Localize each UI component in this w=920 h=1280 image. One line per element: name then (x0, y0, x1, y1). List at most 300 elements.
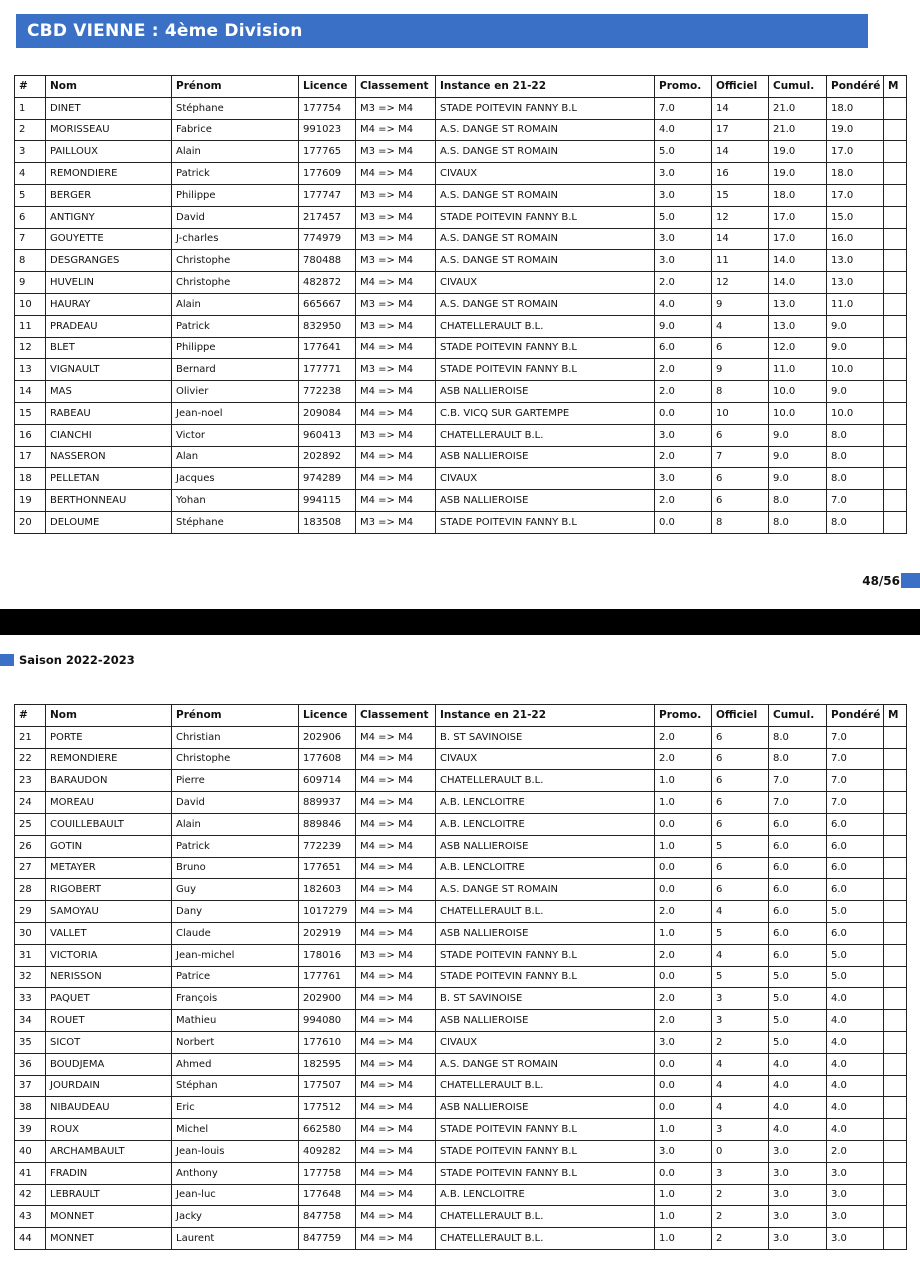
cell-officiel: 16 (712, 163, 769, 185)
cell-licence: 960413 (299, 424, 356, 446)
cell-cumul: 6.0 (769, 879, 827, 901)
cell-m (884, 1228, 907, 1250)
cell-officiel: 6 (712, 468, 769, 490)
cell-nom: MONNET (46, 1206, 172, 1228)
cell-pondere: 5.0 (827, 944, 884, 966)
cell-prenom: Jean-noel (172, 402, 299, 424)
cell-classement: M4 => M4 (356, 1140, 436, 1162)
cell-rank: 12 (15, 337, 46, 359)
cell-instance: ASB NALLIEROISE (436, 446, 655, 468)
cell-nom: PELLETAN (46, 468, 172, 490)
cell-classement: M4 => M4 (356, 446, 436, 468)
cell-prenom: Stéphan (172, 1075, 299, 1097)
cell-nom: ROUX (46, 1119, 172, 1141)
cell-officiel: 6 (712, 424, 769, 446)
cell-promo: 0.0 (655, 966, 712, 988)
cell-classement: M3 => M4 (356, 511, 436, 533)
table-body (15, 726, 907, 1249)
cell-pondere: 4.0 (827, 1119, 884, 1141)
cell-m (884, 748, 907, 770)
cell-prenom: Ahmed (172, 1053, 299, 1075)
cell-promo: 2.0 (655, 944, 712, 966)
cell-nom: MONNET (46, 1228, 172, 1250)
cell-pondere: 17.0 (827, 184, 884, 206)
cell-officiel: 14 (712, 228, 769, 250)
cell-promo: 3.0 (655, 1031, 712, 1053)
cell-rank: 18 (15, 468, 46, 490)
cell-officiel: 3 (712, 988, 769, 1010)
cell-classement: M4 => M4 (356, 857, 436, 879)
cell-officiel: 2 (712, 1206, 769, 1228)
cell-m (884, 359, 907, 381)
cell-promo: 2.0 (655, 988, 712, 1010)
cell-classement: M4 => M4 (356, 119, 436, 141)
cell-promo: 2.0 (655, 901, 712, 923)
cell-m (884, 770, 907, 792)
cell-classement: M4 => M4 (356, 1206, 436, 1228)
cell-nom: CIANCHI (46, 424, 172, 446)
cell-promo: 0.0 (655, 879, 712, 901)
cell-m (884, 402, 907, 424)
cell-prenom: Jean-luc (172, 1184, 299, 1206)
cell-licence: 202906 (299, 726, 356, 748)
cell-pondere: 7.0 (827, 792, 884, 814)
cell-promo: 9.0 (655, 315, 712, 337)
cell-promo: 0.0 (655, 813, 712, 835)
cell-prenom: Alan (172, 446, 299, 468)
column-header-pondere: Pondéré (827, 76, 884, 98)
cell-officiel: 4 (712, 901, 769, 923)
cell-rank: 7 (15, 228, 46, 250)
cell-nom: VIGNAULT (46, 359, 172, 381)
cell-instance: STADE POITEVIN FANNY B.L (436, 1119, 655, 1141)
cell-m (884, 293, 907, 315)
cell-pondere: 4.0 (827, 1010, 884, 1032)
cell-officiel: 6 (712, 490, 769, 512)
cell-licence: 772239 (299, 835, 356, 857)
cell-rank: 44 (15, 1228, 46, 1250)
cell-instance: STADE POITEVIN FANNY B.L (436, 966, 655, 988)
page-title: CBD VIENNE : 4ème Division (16, 14, 868, 48)
cell-cumul: 9.0 (769, 468, 827, 490)
cell-classement: M4 => M4 (356, 272, 436, 294)
cell-classement: M3 => M4 (356, 228, 436, 250)
cell-classement: M4 => M4 (356, 1228, 436, 1250)
cell-m (884, 184, 907, 206)
cell-m (884, 490, 907, 512)
cell-m (884, 1119, 907, 1141)
cell-pondere: 7.0 (827, 490, 884, 512)
cell-m (884, 97, 907, 119)
table-row (15, 1097, 907, 1119)
cell-pondere: 8.0 (827, 511, 884, 533)
cell-prenom: David (172, 206, 299, 228)
cell-cumul: 11.0 (769, 359, 827, 381)
cell-cumul: 5.0 (769, 1010, 827, 1032)
cell-cumul: 12.0 (769, 337, 827, 359)
cell-cumul: 8.0 (769, 748, 827, 770)
cell-prenom: Michel (172, 1119, 299, 1141)
cell-nom: LEBRAULT (46, 1184, 172, 1206)
cell-m (884, 315, 907, 337)
cell-classement: M3 => M4 (356, 141, 436, 163)
cell-nom: ROUET (46, 1010, 172, 1032)
cell-promo: 1.0 (655, 1206, 712, 1228)
table-row (15, 1228, 907, 1250)
cell-prenom: Jean-louis (172, 1140, 299, 1162)
cell-licence: 772238 (299, 381, 356, 403)
cell-nom: MAS (46, 381, 172, 403)
cell-pondere: 2.0 (827, 1140, 884, 1162)
cell-promo: 2.0 (655, 1010, 712, 1032)
cell-prenom: Dany (172, 901, 299, 923)
cell-licence: 209084 (299, 402, 356, 424)
cell-licence: 177771 (299, 359, 356, 381)
season-label: Saison 2022-2023 (19, 653, 135, 667)
cell-licence: 482872 (299, 272, 356, 294)
cell-m (884, 163, 907, 185)
table-row (15, 315, 907, 337)
cell-pondere: 4.0 (827, 1097, 884, 1119)
ranking-table-1 (14, 75, 907, 534)
cell-instance: B. ST SAVINOISE (436, 988, 655, 1010)
cell-rank: 23 (15, 770, 46, 792)
cell-prenom: Anthony (172, 1162, 299, 1184)
cell-pondere: 4.0 (827, 1075, 884, 1097)
cell-promo: 2.0 (655, 381, 712, 403)
cell-promo: 2.0 (655, 446, 712, 468)
table-row (15, 381, 907, 403)
cell-rank: 24 (15, 792, 46, 814)
cell-classement: M4 => M4 (356, 748, 436, 770)
cell-pondere: 3.0 (827, 1162, 884, 1184)
cell-instance: CHATELLERAULT B.L. (436, 424, 655, 446)
cell-nom: MOREAU (46, 792, 172, 814)
cell-nom: PAQUET (46, 988, 172, 1010)
cell-prenom: Fabrice (172, 119, 299, 141)
cell-pondere: 3.0 (827, 1206, 884, 1228)
column-header-m: M (884, 705, 907, 727)
cell-licence: 665667 (299, 293, 356, 315)
column-header-classement: Classement (356, 705, 436, 727)
cell-licence: 662580 (299, 1119, 356, 1141)
cell-promo: 2.0 (655, 748, 712, 770)
cell-instance: C.B. VICQ SUR GARTEMPE (436, 402, 655, 424)
cell-classement: M4 => M4 (356, 1010, 436, 1032)
cell-officiel: 11 (712, 250, 769, 272)
column-header-classement: Classement (356, 76, 436, 98)
cell-pondere: 3.0 (827, 1228, 884, 1250)
cell-promo: 3.0 (655, 1140, 712, 1162)
cell-promo: 1.0 (655, 1119, 712, 1141)
cell-rank: 11 (15, 315, 46, 337)
cell-m (884, 726, 907, 748)
cell-pondere: 13.0 (827, 272, 884, 294)
cell-promo: 3.0 (655, 468, 712, 490)
cell-cumul: 9.0 (769, 446, 827, 468)
cell-pondere: 7.0 (827, 748, 884, 770)
table-row (15, 726, 907, 748)
cell-licence: 847758 (299, 1206, 356, 1228)
cell-rank: 4 (15, 163, 46, 185)
cell-licence: 774979 (299, 228, 356, 250)
cell-promo: 0.0 (655, 1097, 712, 1119)
cell-nom: BARAUDON (46, 770, 172, 792)
cell-nom: DELOUME (46, 511, 172, 533)
column-header-nom: Nom (46, 76, 172, 98)
cell-pondere: 7.0 (827, 726, 884, 748)
cell-cumul: 6.0 (769, 901, 827, 923)
cell-promo: 1.0 (655, 1228, 712, 1250)
cell-classement: M3 => M4 (356, 293, 436, 315)
cell-pondere: 4.0 (827, 1031, 884, 1053)
cell-pondere: 6.0 (827, 857, 884, 879)
cell-prenom: Claude (172, 922, 299, 944)
cell-licence: 780488 (299, 250, 356, 272)
column-header-rank: # (15, 76, 46, 98)
cell-prenom: Christophe (172, 250, 299, 272)
cell-promo: 5.0 (655, 206, 712, 228)
cell-prenom: Alain (172, 141, 299, 163)
cell-promo: 3.0 (655, 228, 712, 250)
cell-instance: A.S. DANGE ST ROMAIN (436, 228, 655, 250)
cell-cumul: 21.0 (769, 97, 827, 119)
cell-cumul: 7.0 (769, 792, 827, 814)
cell-m (884, 1053, 907, 1075)
cell-licence: 974289 (299, 468, 356, 490)
cell-instance: A.S. DANGE ST ROMAIN (436, 293, 655, 315)
cell-classement: M4 => M4 (356, 490, 436, 512)
cell-classement: M3 => M4 (356, 315, 436, 337)
page-number-marker (901, 573, 920, 588)
cell-classement: M3 => M4 (356, 359, 436, 381)
column-header-promo: Promo. (655, 705, 712, 727)
cell-rank: 16 (15, 424, 46, 446)
cell-officiel: 0 (712, 1140, 769, 1162)
cell-officiel: 4 (712, 1097, 769, 1119)
cell-cumul: 5.0 (769, 966, 827, 988)
cell-licence: 177610 (299, 1031, 356, 1053)
cell-licence: 182595 (299, 1053, 356, 1075)
table-row (15, 272, 907, 294)
cell-officiel: 6 (712, 726, 769, 748)
cell-officiel: 6 (712, 748, 769, 770)
cell-rank: 5 (15, 184, 46, 206)
cell-licence: 177758 (299, 1162, 356, 1184)
cell-officiel: 8 (712, 511, 769, 533)
table-row (15, 1206, 907, 1228)
cell-m (884, 1206, 907, 1228)
cell-prenom: Laurent (172, 1228, 299, 1250)
cell-instance: A.S. DANGE ST ROMAIN (436, 250, 655, 272)
cell-classement: M3 => M4 (356, 424, 436, 446)
cell-rank: 6 (15, 206, 46, 228)
cell-nom: SAMOYAU (46, 901, 172, 923)
cell-pondere: 6.0 (827, 813, 884, 835)
column-header-rank: # (15, 705, 46, 727)
cell-pondere: 5.0 (827, 966, 884, 988)
cell-licence: 409282 (299, 1140, 356, 1162)
cell-classement: M4 => M4 (356, 163, 436, 185)
cell-prenom: David (172, 792, 299, 814)
cell-pondere: 10.0 (827, 402, 884, 424)
column-header-pondere: Pondéré (827, 705, 884, 727)
cell-nom: NERISSON (46, 966, 172, 988)
cell-licence: 177651 (299, 857, 356, 879)
cell-licence: 217457 (299, 206, 356, 228)
cell-promo: 1.0 (655, 835, 712, 857)
cell-pondere: 13.0 (827, 250, 884, 272)
cell-nom: METAYER (46, 857, 172, 879)
table-row (15, 141, 907, 163)
cell-officiel: 5 (712, 966, 769, 988)
cell-officiel: 6 (712, 770, 769, 792)
cell-instance: STADE POITEVIN FANNY B.L (436, 206, 655, 228)
cell-rank: 9 (15, 272, 46, 294)
cell-rank: 10 (15, 293, 46, 315)
cell-nom: RABEAU (46, 402, 172, 424)
cell-instance: B. ST SAVINOISE (436, 726, 655, 748)
cell-classement: M4 => M4 (356, 966, 436, 988)
cell-promo: 5.0 (655, 141, 712, 163)
cell-classement: M4 => M4 (356, 835, 436, 857)
cell-m (884, 901, 907, 923)
column-header-instance: Instance en 21-22 (436, 705, 655, 727)
cell-instance: ASB NALLIEROISE (436, 490, 655, 512)
cell-classement: M3 => M4 (356, 250, 436, 272)
cell-cumul: 21.0 (769, 119, 827, 141)
cell-m (884, 835, 907, 857)
cell-m (884, 1162, 907, 1184)
cell-nom: PRADEAU (46, 315, 172, 337)
cell-classement: M3 => M4 (356, 206, 436, 228)
cell-instance: ASB NALLIEROISE (436, 835, 655, 857)
cell-officiel: 10 (712, 402, 769, 424)
cell-nom: VALLET (46, 922, 172, 944)
table-row (15, 879, 907, 901)
cell-rank: 17 (15, 446, 46, 468)
table-body (15, 97, 907, 533)
cell-instance: STADE POITEVIN FANNY B.L (436, 1162, 655, 1184)
table-row (15, 1162, 907, 1184)
cell-instance: CIVAUX (436, 163, 655, 185)
cell-cumul: 4.0 (769, 1053, 827, 1075)
cell-rank: 37 (15, 1075, 46, 1097)
cell-promo: 1.0 (655, 792, 712, 814)
cell-prenom: Bernard (172, 359, 299, 381)
cell-licence: 994080 (299, 1010, 356, 1032)
cell-instance: ASB NALLIEROISE (436, 1010, 655, 1032)
cell-licence: 177754 (299, 97, 356, 119)
cell-prenom: François (172, 988, 299, 1010)
table-row (15, 468, 907, 490)
cell-cumul: 3.0 (769, 1140, 827, 1162)
cell-officiel: 2 (712, 1228, 769, 1250)
cell-prenom: Mathieu (172, 1010, 299, 1032)
table-row (15, 857, 907, 879)
cell-pondere: 15.0 (827, 206, 884, 228)
cell-pondere: 8.0 (827, 468, 884, 490)
cell-rank: 32 (15, 966, 46, 988)
cell-instance: A.B. LENCLOITRE (436, 1184, 655, 1206)
cell-classement: M4 => M4 (356, 901, 436, 923)
table-row (15, 813, 907, 835)
cell-instance: CHATELLERAULT B.L. (436, 901, 655, 923)
cell-officiel: 4 (712, 315, 769, 337)
cell-licence: 177512 (299, 1097, 356, 1119)
cell-licence: 177507 (299, 1075, 356, 1097)
cell-prenom: Philippe (172, 184, 299, 206)
cell-nom: BERGER (46, 184, 172, 206)
cell-pondere: 18.0 (827, 97, 884, 119)
table-row (15, 424, 907, 446)
cell-classement: M4 => M4 (356, 1075, 436, 1097)
cell-pondere: 6.0 (827, 835, 884, 857)
cell-m (884, 141, 907, 163)
column-header-promo: Promo. (655, 76, 712, 98)
cell-nom: DINET (46, 97, 172, 119)
cell-classement: M4 => M4 (356, 1184, 436, 1206)
cell-licence: 889937 (299, 792, 356, 814)
cell-promo: 6.0 (655, 337, 712, 359)
cell-instance: CIVAUX (436, 748, 655, 770)
cell-prenom: Guy (172, 879, 299, 901)
table-row (15, 206, 907, 228)
cell-instance: A.S. DANGE ST ROMAIN (436, 141, 655, 163)
cell-prenom: Bruno (172, 857, 299, 879)
cell-m (884, 1031, 907, 1053)
cell-cumul: 5.0 (769, 1031, 827, 1053)
cell-prenom: Pierre (172, 770, 299, 792)
cell-officiel: 9 (712, 359, 769, 381)
cell-instance: A.B. LENCLOITRE (436, 813, 655, 835)
cell-pondere: 3.0 (827, 1184, 884, 1206)
cell-licence: 847759 (299, 1228, 356, 1250)
cell-pondere: 10.0 (827, 359, 884, 381)
cell-instance: CIVAUX (436, 1031, 655, 1053)
cell-pondere: 4.0 (827, 988, 884, 1010)
table-row (15, 792, 907, 814)
cell-cumul: 3.0 (769, 1162, 827, 1184)
cell-prenom: Alain (172, 813, 299, 835)
cell-officiel: 4 (712, 1075, 769, 1097)
cell-classement: M4 => M4 (356, 1119, 436, 1141)
cell-officiel: 6 (712, 879, 769, 901)
cell-rank: 36 (15, 1053, 46, 1075)
cell-m (884, 468, 907, 490)
cell-licence: 177608 (299, 748, 356, 770)
cell-m (884, 1075, 907, 1097)
cell-pondere: 6.0 (827, 922, 884, 944)
table-row (15, 901, 907, 923)
cell-m (884, 1140, 907, 1162)
cell-rank: 42 (15, 1184, 46, 1206)
cell-cumul: 14.0 (769, 250, 827, 272)
cell-nom: PORTE (46, 726, 172, 748)
column-header-cumul: Cumul. (769, 76, 827, 98)
cell-nom: NIBAUDEAU (46, 1097, 172, 1119)
cell-m (884, 966, 907, 988)
cell-classement: M3 => M4 (356, 944, 436, 966)
table-row (15, 490, 907, 512)
cell-m (884, 424, 907, 446)
cell-instance: A.S. DANGE ST ROMAIN (436, 184, 655, 206)
cell-promo: 1.0 (655, 770, 712, 792)
cell-licence: 1017279 (299, 901, 356, 923)
cell-pondere: 9.0 (827, 337, 884, 359)
cell-prenom: Patrick (172, 315, 299, 337)
cell-instance: CHATELLERAULT B.L. (436, 315, 655, 337)
